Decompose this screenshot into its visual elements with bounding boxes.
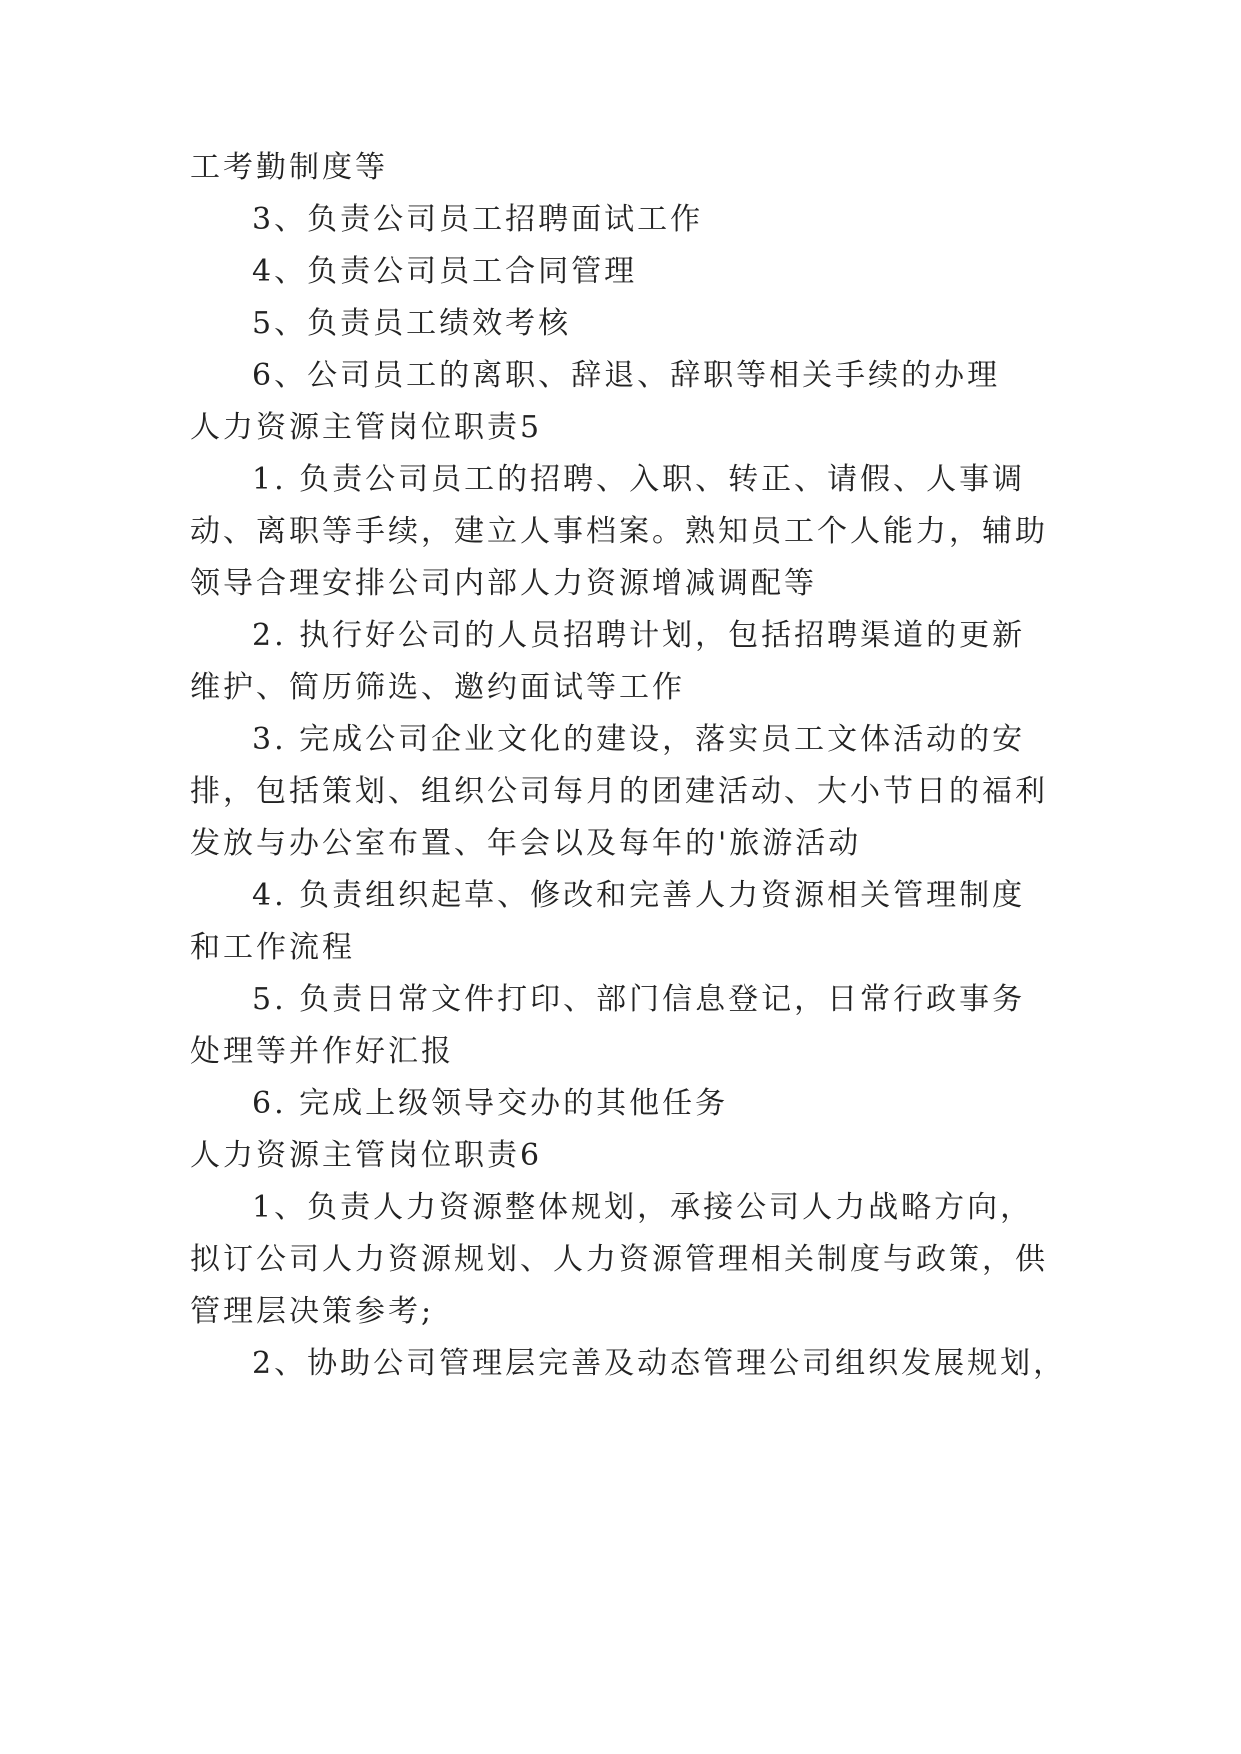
list-item: 6. 完成上级领导交办的其他任务: [252, 1086, 729, 1121]
list-item: 4、负责公司员工合同管理: [252, 254, 638, 289]
text-line: 和工作流程: [190, 930, 355, 965]
list-item: 2. 执行好公司的人员招聘计划，包括招聘渠道的更新: [252, 618, 1026, 653]
text-line: 动、离职等手续，建立人事档案。熟知员工个人能力，辅助: [190, 514, 1048, 549]
list-item: 4. 负责组织起草、修改和完善人力资源相关管理制度: [252, 878, 1026, 913]
list-item: 2、协助公司管理层完善及动态管理公司组织发展规划，: [252, 1346, 1067, 1381]
text-line: 管理层决策参考;: [190, 1294, 435, 1329]
section-heading: 人力资源主管岗位职责6: [190, 1138, 543, 1173]
text-line: 领导合理安排公司内部人力资源增减调配等: [190, 566, 817, 601]
list-item: 3. 完成公司企业文化的建设，落实员工文体活动的安: [252, 722, 1026, 757]
list-item: 5. 负责日常文件打印、部门信息登记，日常行政事务: [252, 982, 1026, 1017]
text-line: 处理等并作好汇报: [190, 1034, 454, 1069]
list-item: 1、负责人力资源整体规划，承接公司人力战略方向，: [252, 1190, 1034, 1225]
text-line: 拟订公司人力资源规划、人力资源管理相关制度与政策，供: [190, 1242, 1048, 1277]
list-item: 6、公司员工的离职、辞退、辞职等相关手续的办理: [252, 358, 1001, 393]
text-line: 工考勤制度等: [190, 150, 388, 185]
text-line: 发放与办公室布置、年会以及每年的'旅游活动: [190, 826, 862, 861]
list-item: 3、负责公司员工招聘面试工作: [252, 202, 704, 237]
list-item: 1. 负责公司员工的招聘、入职、转正、请假、人事调: [252, 462, 1026, 497]
list-item: 5、负责员工绩效考核: [252, 306, 572, 341]
text-line: 排，包括策划、组织公司每月的团建活动、大小节日的福利: [190, 774, 1048, 809]
section-heading: 人力资源主管岗位职责5: [190, 410, 543, 445]
text-line: 维护、简历筛选、邀约面试等工作: [190, 670, 685, 705]
